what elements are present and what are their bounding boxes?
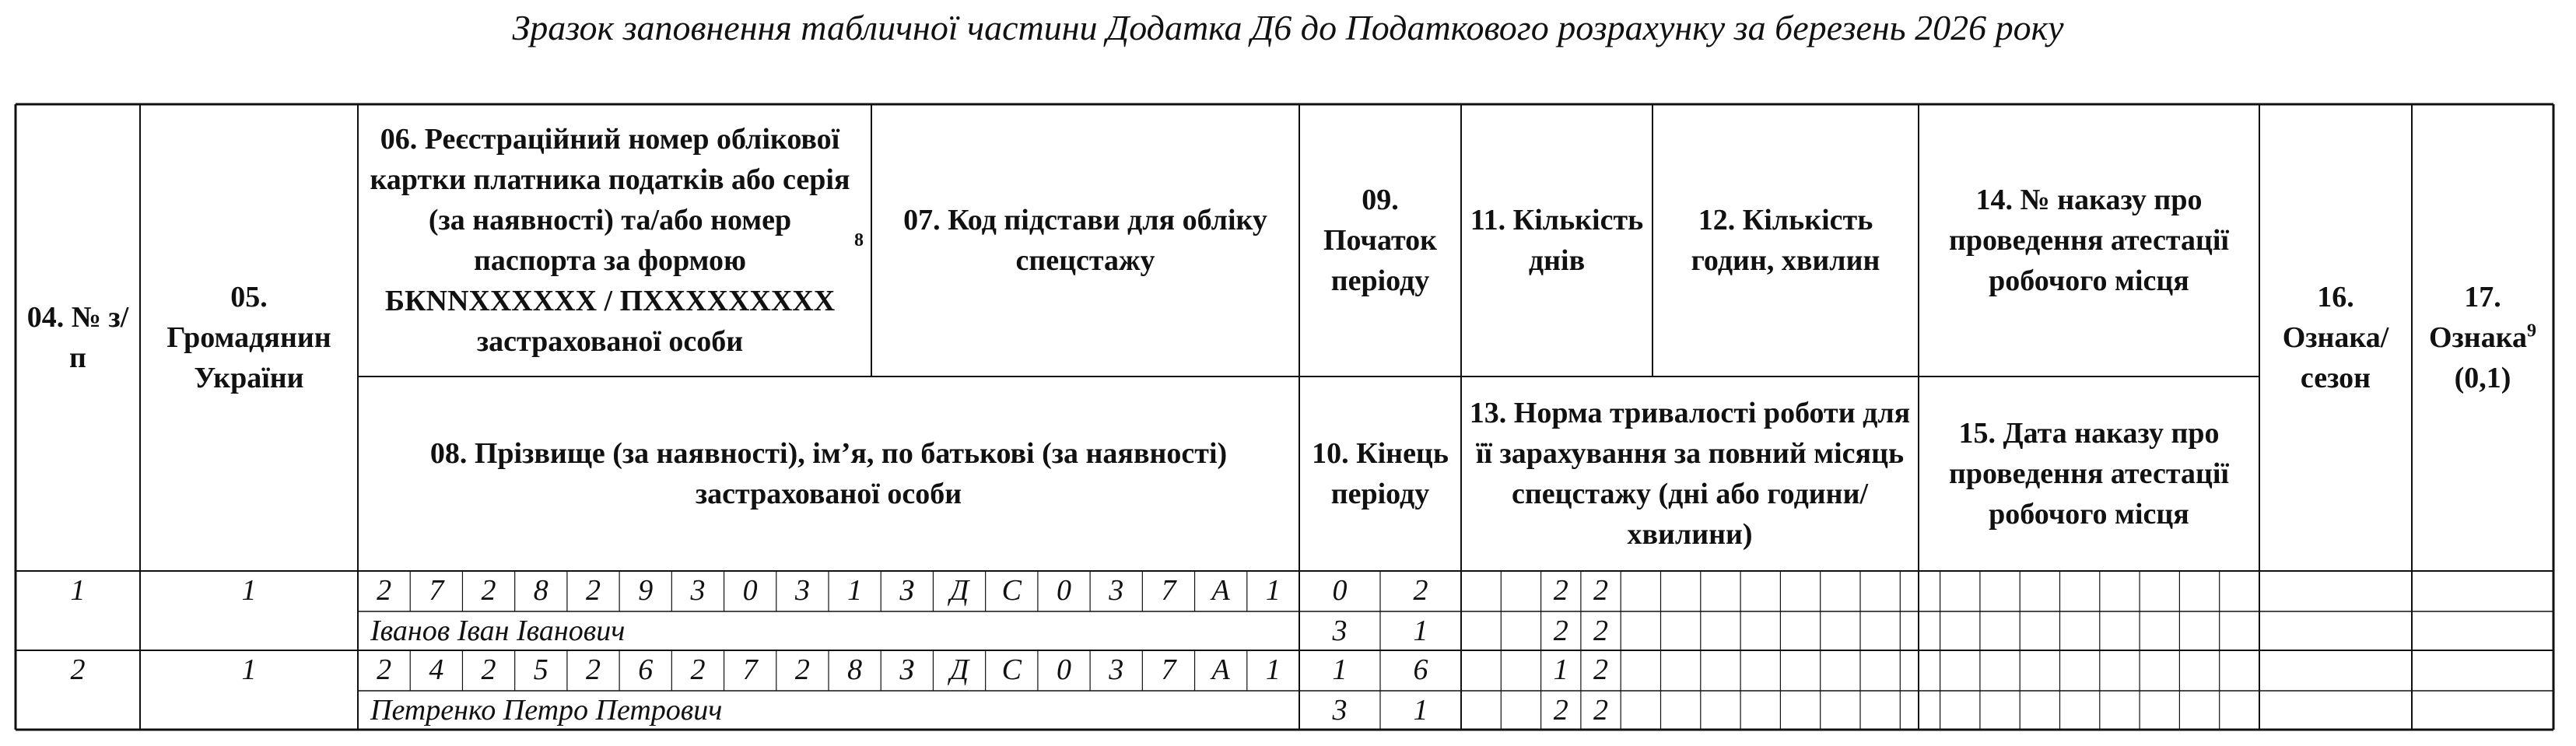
days-digit <box>1501 571 1540 610</box>
row-number: 1 <box>70 574 86 607</box>
tax-id-char: 1 <box>1265 574 1281 607</box>
person-name: Іванов Іван Іванович <box>370 615 626 647</box>
tax-id-char: З <box>899 574 915 607</box>
tax-id-char: 0 <box>742 574 758 607</box>
header-14-order-number: 14. № наказу про проведення атестації робочого місця <box>1949 184 2229 297</box>
period-start-digit: 6 <box>1413 653 1428 686</box>
tax-id-char: 7 <box>1161 653 1176 686</box>
tax-id-char: 7 <box>1161 574 1176 607</box>
header-13-norm: 13. Норма тривалості роботи для її зарахування за повний місяць спецстажу (дні або години/хвилини) <box>1469 397 1911 551</box>
tax-id-char: С <box>1001 574 1022 607</box>
tax-id-char: 5 <box>533 653 548 686</box>
citizen-flag: 1 <box>241 653 257 686</box>
header-07-special-code: 07. Код підстави для обліку спецстажу <box>903 204 1267 277</box>
tax-id-char: 2 <box>481 574 496 607</box>
days-digit <box>1501 650 1540 689</box>
tax-id-char: 8 <box>847 653 863 686</box>
header-10-period-end: 10. Кінець періоду <box>1312 437 1449 510</box>
days-digit: 1 <box>1553 653 1568 686</box>
header-16-season: 16. Ознака/ сезон <box>2282 281 2389 394</box>
days-digit <box>1461 650 1501 689</box>
header-04-number: 04. № з/п <box>26 301 129 374</box>
norm-digit: 2 <box>1593 694 1609 727</box>
tax-id-char: 2 <box>481 653 496 686</box>
header-17-flag: 17. Ознака$^9$ (0,1) <box>2428 281 2537 394</box>
tax-id-char: 4 <box>429 653 444 686</box>
person-name: Петренко Петро Петрович <box>370 694 723 727</box>
period-end-digit: 3 <box>1332 615 1348 647</box>
tax-id-char: 2 <box>585 653 601 686</box>
tax-id-char: Д <box>949 653 969 686</box>
period-end-digit: 1 <box>1413 694 1428 727</box>
header-15-order-date: 15. Дата наказу про проведення атестації робочого місця <box>1949 417 2229 531</box>
tax-id-char: 2 <box>794 653 810 686</box>
tax-id-char: 7 <box>742 653 758 686</box>
days-digit <box>1461 571 1501 610</box>
tax-id-char: 3 <box>794 574 810 607</box>
header-12-hours: 12. Кількість годин, хвилин <box>1691 204 1880 277</box>
period-start-digit: 0 <box>1332 574 1348 607</box>
norm-digit <box>1501 691 1540 730</box>
tax-id-char: А <box>1211 653 1230 686</box>
tax-id-char: 1 <box>847 574 863 607</box>
tax-id-char: 9 <box>638 574 654 607</box>
header-05-citizen: 05. Громадянин України <box>166 281 331 394</box>
tax-id-char: 2 <box>377 574 392 607</box>
period-end-digit: 3 <box>1332 694 1348 727</box>
tax-id-char: 2 <box>377 653 392 686</box>
norm-digit: 2 <box>1553 615 1568 647</box>
citizen-flag: 1 <box>241 574 257 607</box>
tax-id-char: 8 <box>533 574 548 607</box>
days-digit: 2 <box>1553 574 1568 607</box>
row-number: 2 <box>70 653 86 686</box>
tax-id-char: С <box>1001 653 1022 686</box>
tax-id-char: 7 <box>429 574 444 607</box>
tax-id-char: 3 <box>1109 574 1124 607</box>
header-09-period-start: 09. Початок періоду <box>1323 184 1438 297</box>
tax-id-char: 6 <box>638 653 654 686</box>
norm-digit: 2 <box>1553 694 1568 727</box>
norm-digit: 2 <box>1593 615 1609 647</box>
header-08-full-name: 08. Прізвище (за наявності), ім’я, по батькові (за наявності) застрахованої особи <box>429 437 1228 510</box>
tax-id-char: 0 <box>1056 653 1071 686</box>
tax-id-char: Д <box>949 574 969 607</box>
norm-digit <box>1461 611 1501 650</box>
norm-digit <box>1501 611 1540 650</box>
header-06-tax-id: 06. Реєстраційний номер облікової картки платника податків або серія (за наявності) та/або номер паспорта за формою БКNNXXXXXX / ПXXXXXXXXX застрахованої особи 8 <box>370 123 864 358</box>
tax-id-char: 3 <box>1109 653 1124 686</box>
days-digit: 2 <box>1593 653 1609 686</box>
tax-id-char: 3 <box>690 574 706 607</box>
days-digit: 2 <box>1593 574 1609 607</box>
period-start-digit: 1 <box>1332 653 1348 686</box>
tax-id-char: З <box>899 653 915 686</box>
tax-id-char: 2 <box>585 574 601 607</box>
tax-id-char: 2 <box>690 653 706 686</box>
header-11-days: 11. Кількість днів <box>1470 204 1644 277</box>
period-end-digit: 1 <box>1413 615 1428 647</box>
footnote-9: 9 <box>2527 320 2537 341</box>
page-title: Зразок заповнення табличної частини Додатка Д6 до Податкового розрахунку за березень 2026 року <box>512 8 2064 47</box>
tax-id-char: 1 <box>1265 653 1281 686</box>
tax-id-char: 0 <box>1056 574 1071 607</box>
norm-digit <box>1461 691 1501 730</box>
period-start-digit: 2 <box>1413 574 1428 607</box>
tax-id-char: А <box>1211 574 1230 607</box>
